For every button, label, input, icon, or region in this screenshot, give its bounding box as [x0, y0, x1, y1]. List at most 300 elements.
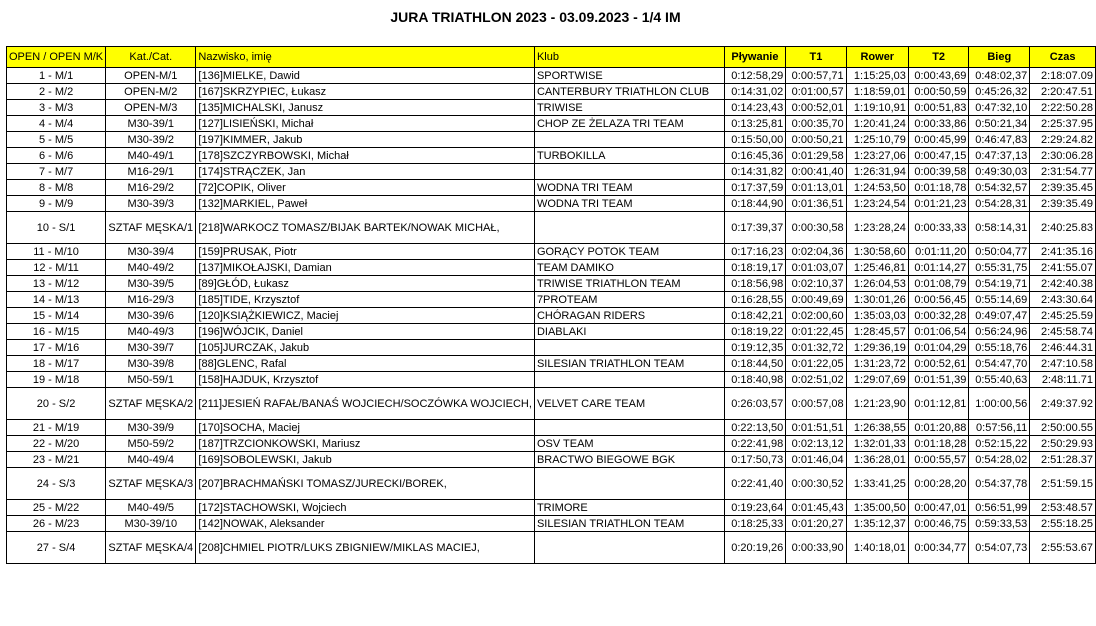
- run-cell: 0:50:21,34: [969, 116, 1030, 132]
- club-cell: TRIWISE: [534, 100, 724, 116]
- t1-cell: 0:02:13,12: [786, 436, 846, 452]
- table-row: [7, 532, 1096, 564]
- table-row: [7, 116, 1096, 132]
- time-cell: 2:53:48.57: [1030, 500, 1096, 516]
- t1-cell: 0:01:46,04: [786, 452, 846, 468]
- run-cell: 0:54:28,31: [969, 196, 1030, 212]
- time-cell: 2:48:11.71: [1030, 372, 1096, 388]
- club-cell: CHÓRAGAN RIDERS: [534, 308, 724, 324]
- t2-cell: 0:00:33,86: [908, 116, 968, 132]
- club-cell: [534, 212, 724, 244]
- t2-cell: 0:00:55,57: [908, 452, 968, 468]
- place-cell: 12 - M/11: [7, 260, 106, 276]
- run-cell: 0:54:37,78: [969, 468, 1030, 500]
- category-cell: M30-39/2: [106, 132, 196, 148]
- club-cell: [534, 372, 724, 388]
- table-row: [7, 212, 1096, 244]
- page-title: JURA TRIATHLON 2023 - 03.09.2023 - 1/4 IM: [390, 9, 681, 25]
- swim-cell: 0:14:31,02: [724, 84, 786, 100]
- bike-cell: 1:32:01,33: [846, 436, 908, 452]
- bike-cell: 1:31:23,72: [846, 356, 908, 372]
- swim-cell: 0:18:42,21: [724, 308, 786, 324]
- swim-cell: 0:19:12,35: [724, 340, 786, 356]
- t2-cell: 0:00:39,58: [908, 164, 968, 180]
- place-cell: 15 - M/14: [7, 308, 106, 324]
- t2-cell: 0:00:28,20: [908, 468, 968, 500]
- run-cell: 0:59:33,53: [969, 516, 1030, 532]
- time-cell: 2:39:35.49: [1030, 196, 1096, 212]
- run-cell: 0:57:56,11: [969, 420, 1030, 436]
- category-cell: M30-39/5: [106, 276, 196, 292]
- bike-cell: 1:36:28,01: [846, 452, 908, 468]
- t1-cell: 0:01:36,51: [786, 196, 846, 212]
- swim-cell: 0:17:16,23: [724, 244, 786, 260]
- category-cell: M30-39/8: [106, 356, 196, 372]
- swim-cell: 0:18:40,98: [724, 372, 786, 388]
- club-cell: [534, 532, 724, 564]
- table-row: [7, 180, 1096, 196]
- place-cell: 11 - M/10: [7, 244, 106, 260]
- place-cell: 17 - M/16: [7, 340, 106, 356]
- bike-cell: 1:30:01,26: [846, 292, 908, 308]
- t1-cell: 0:01:03,07: [786, 260, 846, 276]
- table-row: [7, 244, 1096, 260]
- swim-cell: 0:18:44,50: [724, 356, 786, 372]
- run-cell: 0:46:47,83: [969, 132, 1030, 148]
- col-header-category: Kat./Cat.: [106, 47, 196, 68]
- run-cell: 0:50:04,77: [969, 244, 1030, 260]
- t1-cell: 0:01:51,51: [786, 420, 846, 436]
- bike-cell: 1:28:45,57: [846, 324, 908, 340]
- col-header-t2: T2: [908, 47, 968, 68]
- bike-cell: 1:23:24,54: [846, 196, 908, 212]
- bike-cell: 1:19:10,91: [846, 100, 908, 116]
- run-cell: 0:49:30,03: [969, 164, 1030, 180]
- t2-cell: 0:01:21,23: [908, 196, 968, 212]
- club-cell: TURBOKILLA: [534, 148, 724, 164]
- bike-cell: 1:29:36,19: [846, 340, 908, 356]
- t1-cell: 0:01:45,43: [786, 500, 846, 516]
- club-cell: [534, 164, 724, 180]
- t2-cell: 0:01:04,29: [908, 340, 968, 356]
- name-cell: [132]MARKIEL, Paweł: [196, 196, 535, 212]
- t2-cell: 0:01:18,78: [908, 180, 968, 196]
- time-cell: 2:22:50.28: [1030, 100, 1096, 116]
- col-header-place: OPEN / OPEN M/K: [7, 47, 106, 68]
- t2-cell: 0:00:43,69: [908, 68, 968, 84]
- category-cell: M40-49/1: [106, 148, 196, 164]
- swim-cell: 0:17:39,37: [724, 212, 786, 244]
- t1-cell: 0:01:22,45: [786, 324, 846, 340]
- t1-cell: 0:02:04,36: [786, 244, 846, 260]
- swim-cell: 0:22:41,40: [724, 468, 786, 500]
- swim-cell: 0:14:23,43: [724, 100, 786, 116]
- name-cell: [170]SOCHA, Maciej: [196, 420, 535, 436]
- category-cell: OPEN-M/3: [106, 100, 196, 116]
- name-cell: [89]GŁÓD, Łukasz: [196, 276, 535, 292]
- place-cell: 16 - M/15: [7, 324, 106, 340]
- name-cell: [185]TIDE, Krzysztof: [196, 292, 535, 308]
- name-cell: [135]MICHALSKI, Janusz: [196, 100, 535, 116]
- swim-cell: 0:18:19,17: [724, 260, 786, 276]
- run-cell: 0:54:32,57: [969, 180, 1030, 196]
- t1-cell: 0:02:00,60: [786, 308, 846, 324]
- t1-cell: 0:02:51,02: [786, 372, 846, 388]
- table-row: [7, 308, 1096, 324]
- club-cell: WODNA TRI TEAM: [534, 180, 724, 196]
- place-cell: 19 - M/18: [7, 372, 106, 388]
- name-cell: [142]NOWAK, Aleksander: [196, 516, 535, 532]
- name-cell: [178]SZCZYRBOWSKI, Michał: [196, 148, 535, 164]
- time-cell: 2:18:07.09: [1030, 68, 1096, 84]
- club-cell: TRIMORE: [534, 500, 724, 516]
- place-cell: 8 - M/8: [7, 180, 106, 196]
- t2-cell: 0:00:50,59: [908, 84, 968, 100]
- place-cell: 14 - M/13: [7, 292, 106, 308]
- club-cell: DIABLAKI: [534, 324, 724, 340]
- place-cell: 23 - M/21: [7, 452, 106, 468]
- place-cell: 27 - S/4: [7, 532, 106, 564]
- bike-cell: 1:21:23,90: [846, 388, 908, 420]
- t2-cell: 0:01:12,81: [908, 388, 968, 420]
- club-cell: [534, 468, 724, 500]
- place-cell: 7 - M/7: [7, 164, 106, 180]
- place-cell: 25 - M/22: [7, 500, 106, 516]
- t2-cell: 0:01:18,28: [908, 436, 968, 452]
- t1-cell: 0:00:35,70: [786, 116, 846, 132]
- swim-cell: 0:13:25,81: [724, 116, 786, 132]
- run-cell: 0:54:19,71: [969, 276, 1030, 292]
- category-cell: SZTAF MĘSKA/4: [106, 532, 196, 564]
- name-cell: [169]SOBOLEWSKI, Jakub: [196, 452, 535, 468]
- place-cell: 2 - M/2: [7, 84, 106, 100]
- table-row: [7, 164, 1096, 180]
- swim-cell: 0:18:19,22: [724, 324, 786, 340]
- col-header-club: Klub: [534, 47, 724, 68]
- t1-cell: 0:02:10,37: [786, 276, 846, 292]
- name-cell: [159]PRUSAK, Piotr: [196, 244, 535, 260]
- swim-cell: 0:16:28,55: [724, 292, 786, 308]
- swim-cell: 0:18:44,90: [724, 196, 786, 212]
- time-cell: 2:39:35.45: [1030, 180, 1096, 196]
- t2-cell: 0:00:47,01: [908, 500, 968, 516]
- table-row: [7, 420, 1096, 436]
- col-header-t1: T1: [786, 47, 846, 68]
- name-cell: [137]MIKOŁAJSKI, Damian: [196, 260, 535, 276]
- table-row: [7, 468, 1096, 500]
- place-cell: 20 - S/2: [7, 388, 106, 420]
- swim-cell: 0:26:03,57: [724, 388, 786, 420]
- bike-cell: 1:30:58,60: [846, 244, 908, 260]
- run-cell: 0:49:07,47: [969, 308, 1030, 324]
- category-cell: M30-39/9: [106, 420, 196, 436]
- club-cell: 7PROTEAM: [534, 292, 724, 308]
- t1-cell: 0:01:32,72: [786, 340, 846, 356]
- time-cell: 2:29:24.82: [1030, 132, 1096, 148]
- run-cell: 0:48:02,37: [969, 68, 1030, 84]
- category-cell: M30-39/3: [106, 196, 196, 212]
- run-cell: 0:54:28,02: [969, 452, 1030, 468]
- place-cell: 3 - M/3: [7, 100, 106, 116]
- run-cell: 0:55:14,69: [969, 292, 1030, 308]
- t1-cell: 0:01:22,05: [786, 356, 846, 372]
- club-cell: [534, 340, 724, 356]
- time-cell: 2:31:54.77: [1030, 164, 1096, 180]
- bike-cell: 1:35:12,37: [846, 516, 908, 532]
- results-body: [7, 68, 1096, 564]
- t1-cell: 0:01:13,01: [786, 180, 846, 196]
- t2-cell: 0:01:20,88: [908, 420, 968, 436]
- run-cell: 0:45:26,32: [969, 84, 1030, 100]
- run-cell: 0:47:37,13: [969, 148, 1030, 164]
- table-row: [7, 84, 1096, 100]
- t2-cell: 0:00:47,15: [908, 148, 968, 164]
- name-cell: [88]GLENC, Rafal: [196, 356, 535, 372]
- bike-cell: 1:25:10,79: [846, 132, 908, 148]
- time-cell: 2:50:00.55: [1030, 420, 1096, 436]
- t1-cell: 0:00:52,01: [786, 100, 846, 116]
- category-cell: SZTAF MĘSKA/1: [106, 212, 196, 244]
- table-row: [7, 516, 1096, 532]
- category-cell: SZTAF MĘSKA/3: [106, 468, 196, 500]
- swim-cell: 0:17:37,59: [724, 180, 786, 196]
- bike-cell: 1:23:28,24: [846, 212, 908, 244]
- bike-cell: 1:29:07,69: [846, 372, 908, 388]
- t2-cell: 0:00:33,33: [908, 212, 968, 244]
- t2-cell: 0:01:51,39: [908, 372, 968, 388]
- run-cell: 1:00:00,56: [969, 388, 1030, 420]
- place-cell: 18 - M/17: [7, 356, 106, 372]
- run-cell: 0:56:51,99: [969, 500, 1030, 516]
- swim-cell: 0:16:45,36: [724, 148, 786, 164]
- t2-cell: 0:01:14,27: [908, 260, 968, 276]
- t1-cell: 0:00:41,40: [786, 164, 846, 180]
- category-cell: OPEN-M/2: [106, 84, 196, 100]
- time-cell: 2:41:55.07: [1030, 260, 1096, 276]
- name-cell: [105]JURCZAK, Jakub: [196, 340, 535, 356]
- time-cell: 2:55:18.25: [1030, 516, 1096, 532]
- category-cell: M40-49/3: [106, 324, 196, 340]
- name-cell: [211]JESIEŃ RAFAŁ/BANAŚ WOJCIECH/SOCZÓWKA WOJCIECH,: [196, 388, 535, 420]
- t2-cell: 0:00:34,77: [908, 532, 968, 564]
- time-cell: 2:47:10.58: [1030, 356, 1096, 372]
- time-cell: 2:45:25.59: [1030, 308, 1096, 324]
- club-cell: TRIWISE TRIATHLON TEAM: [534, 276, 724, 292]
- swim-cell: 0:14:31,82: [724, 164, 786, 180]
- time-cell: 2:55:53.67: [1030, 532, 1096, 564]
- t1-cell: 0:01:29,58: [786, 148, 846, 164]
- t2-cell: 0:01:06,54: [908, 324, 968, 340]
- category-cell: M16-29/2: [106, 180, 196, 196]
- t2-cell: 0:00:46,75: [908, 516, 968, 532]
- category-cell: M40-49/4: [106, 452, 196, 468]
- time-cell: 2:45:58.74: [1030, 324, 1096, 340]
- bike-cell: 1:15:25,03: [846, 68, 908, 84]
- t1-cell: 0:00:30,52: [786, 468, 846, 500]
- swim-cell: 0:18:56,98: [724, 276, 786, 292]
- category-cell: M30-39/4: [106, 244, 196, 260]
- results-table: [6, 46, 1096, 564]
- run-cell: 0:55:40,63: [969, 372, 1030, 388]
- swim-cell: 0:17:50,73: [724, 452, 786, 468]
- col-header-name: Nazwisko, imię: [196, 47, 535, 68]
- place-cell: 22 - M/20: [7, 436, 106, 452]
- bike-cell: 1:23:27,06: [846, 148, 908, 164]
- swim-cell: 0:15:50,00: [724, 132, 786, 148]
- header-row: [7, 47, 1096, 68]
- name-cell: [207]BRACHMAŃSKI TOMASZ/JURECKI/BOREK,: [196, 468, 535, 500]
- place-cell: 6 - M/6: [7, 148, 106, 164]
- category-cell: M30-39/10: [106, 516, 196, 532]
- t2-cell: 0:00:56,45: [908, 292, 968, 308]
- category-cell: M40-49/5: [106, 500, 196, 516]
- name-cell: [72]COPIK, Oliver: [196, 180, 535, 196]
- run-cell: 0:55:31,75: [969, 260, 1030, 276]
- swim-cell: 0:19:23,64: [724, 500, 786, 516]
- table-row: [7, 132, 1096, 148]
- club-cell: OSV TEAM: [534, 436, 724, 452]
- category-cell: M30-39/6: [106, 308, 196, 324]
- run-cell: 0:58:14,31: [969, 212, 1030, 244]
- bike-cell: 1:33:41,25: [846, 468, 908, 500]
- place-cell: 5 - M/5: [7, 132, 106, 148]
- place-cell: 21 - M/19: [7, 420, 106, 436]
- swim-cell: 0:22:13,50: [724, 420, 786, 436]
- name-cell: [120]KSIĄŻKIEWICZ, Maciej: [196, 308, 535, 324]
- name-cell: [174]STRĄCZEK, Jan: [196, 164, 535, 180]
- time-cell: 2:49:37.92: [1030, 388, 1096, 420]
- club-cell: TEAM DAMIKO: [534, 260, 724, 276]
- time-cell: 2:51:28.37: [1030, 452, 1096, 468]
- time-cell: 2:50:29.93: [1030, 436, 1096, 452]
- table-row: [7, 356, 1096, 372]
- time-cell: 2:41:35.16: [1030, 244, 1096, 260]
- category-cell: SZTAF MĘSKA/2: [106, 388, 196, 420]
- club-cell: [534, 420, 724, 436]
- table-row: [7, 276, 1096, 292]
- t1-cell: 0:00:57,71: [786, 68, 846, 84]
- club-cell: SILESIAN TRIATHLON TEAM: [534, 356, 724, 372]
- table-row: [7, 100, 1096, 116]
- club-cell: [534, 132, 724, 148]
- place-cell: 13 - M/12: [7, 276, 106, 292]
- club-cell: SILESIAN TRIATHLON TEAM: [534, 516, 724, 532]
- col-header-bike: Rower: [846, 47, 908, 68]
- t1-cell: 0:01:20,27: [786, 516, 846, 532]
- club-cell: VELVET CARE TEAM: [534, 388, 724, 420]
- place-cell: 24 - S/3: [7, 468, 106, 500]
- time-cell: 2:20:47.51: [1030, 84, 1096, 100]
- run-cell: 0:54:07,73: [969, 532, 1030, 564]
- name-cell: [158]HAJDUK, Krzysztof: [196, 372, 535, 388]
- club-cell: BRACTWO BIEGOWE BGK: [534, 452, 724, 468]
- category-cell: M40-49/2: [106, 260, 196, 276]
- name-cell: [167]SKRZYPIEC, Łukasz: [196, 84, 535, 100]
- t1-cell: 0:00:50,21: [786, 132, 846, 148]
- place-cell: 4 - M/4: [7, 116, 106, 132]
- club-cell: GORĄCY POTOK TEAM: [534, 244, 724, 260]
- table-row: [7, 68, 1096, 84]
- bike-cell: 1:26:04,53: [846, 276, 908, 292]
- t1-cell: 0:00:30,58: [786, 212, 846, 244]
- place-cell: 10 - S/1: [7, 212, 106, 244]
- t1-cell: 0:00:49,69: [786, 292, 846, 308]
- place-cell: 26 - M/23: [7, 516, 106, 532]
- category-cell: M50-59/1: [106, 372, 196, 388]
- time-cell: 2:40:25.83: [1030, 212, 1096, 244]
- table-row: [7, 148, 1096, 164]
- name-cell: [127]LISIEŃSKI, Michał: [196, 116, 535, 132]
- table-row: [7, 500, 1096, 516]
- table-row: [7, 452, 1096, 468]
- swim-cell: 0:20:19,26: [724, 532, 786, 564]
- time-cell: 2:25:37.95: [1030, 116, 1096, 132]
- club-cell: CANTERBURY TRIATHLON CLUB: [534, 84, 724, 100]
- place-cell: 9 - M/9: [7, 196, 106, 212]
- time-cell: 2:43:30.64: [1030, 292, 1096, 308]
- category-cell: OPEN-M/1: [106, 68, 196, 84]
- time-cell: 2:51:59.15: [1030, 468, 1096, 500]
- bike-cell: 1:35:03,03: [846, 308, 908, 324]
- table-row: [7, 388, 1096, 420]
- col-header-swim: Pływanie: [724, 47, 786, 68]
- t2-cell: 0:00:51,83: [908, 100, 968, 116]
- bike-cell: 1:40:18,01: [846, 532, 908, 564]
- name-cell: [208]CHMIEL PIOTR/LUKS ZBIGNIEW/MIKLAS MACIEJ,: [196, 532, 535, 564]
- name-cell: [187]TRZCIONKOWSKI, Mariusz: [196, 436, 535, 452]
- table-row: [7, 372, 1096, 388]
- t1-cell: 0:00:33,90: [786, 532, 846, 564]
- name-cell: [172]STACHOWSKI, Wojciech: [196, 500, 535, 516]
- table-row: [7, 260, 1096, 276]
- t1-cell: 0:00:57,08: [786, 388, 846, 420]
- col-header-run: Bieg: [969, 47, 1030, 68]
- category-cell: M30-39/7: [106, 340, 196, 356]
- name-cell: [196]WÓJCIK, Daniel: [196, 324, 535, 340]
- bike-cell: 1:20:41,24: [846, 116, 908, 132]
- time-cell: 2:46:44.31: [1030, 340, 1096, 356]
- table-row: [7, 436, 1096, 452]
- table-row: [7, 292, 1096, 308]
- time-cell: 2:30:06.28: [1030, 148, 1096, 164]
- bike-cell: 1:35:00,50: [846, 500, 908, 516]
- t1-cell: 0:01:00,57: [786, 84, 846, 100]
- place-cell: 1 - M/1: [7, 68, 106, 84]
- swim-cell: 0:18:25,33: [724, 516, 786, 532]
- col-header-time: Czas: [1030, 47, 1096, 68]
- name-cell: [218]WARKOCZ TOMASZ/BIJAK BARTEK/NOWAK MICHAŁ,: [196, 212, 535, 244]
- t2-cell: 0:00:32,28: [908, 308, 968, 324]
- club-cell: CHOP ZE ŻELAZA TRI TEAM: [534, 116, 724, 132]
- run-cell: 0:47:32,10: [969, 100, 1030, 116]
- bike-cell: 1:25:46,81: [846, 260, 908, 276]
- name-cell: [197]KIMMER, Jakub: [196, 132, 535, 148]
- name-cell: [136]MIELKE, Dawid: [196, 68, 535, 84]
- run-cell: 0:55:18,76: [969, 340, 1030, 356]
- run-cell: 0:54:47,70: [969, 356, 1030, 372]
- bike-cell: 1:24:53,50: [846, 180, 908, 196]
- swim-cell: 0:22:41,98: [724, 436, 786, 452]
- bike-cell: 1:26:31,94: [846, 164, 908, 180]
- t2-cell: 0:01:11,20: [908, 244, 968, 260]
- club-cell: SPORTWISE: [534, 68, 724, 84]
- category-cell: M30-39/1: [106, 116, 196, 132]
- t2-cell: 0:00:52,61: [908, 356, 968, 372]
- club-cell: WODNA TRI TEAM: [534, 196, 724, 212]
- table-row: [7, 324, 1096, 340]
- time-cell: 2:42:40.38: [1030, 276, 1096, 292]
- swim-cell: 0:12:58,29: [724, 68, 786, 84]
